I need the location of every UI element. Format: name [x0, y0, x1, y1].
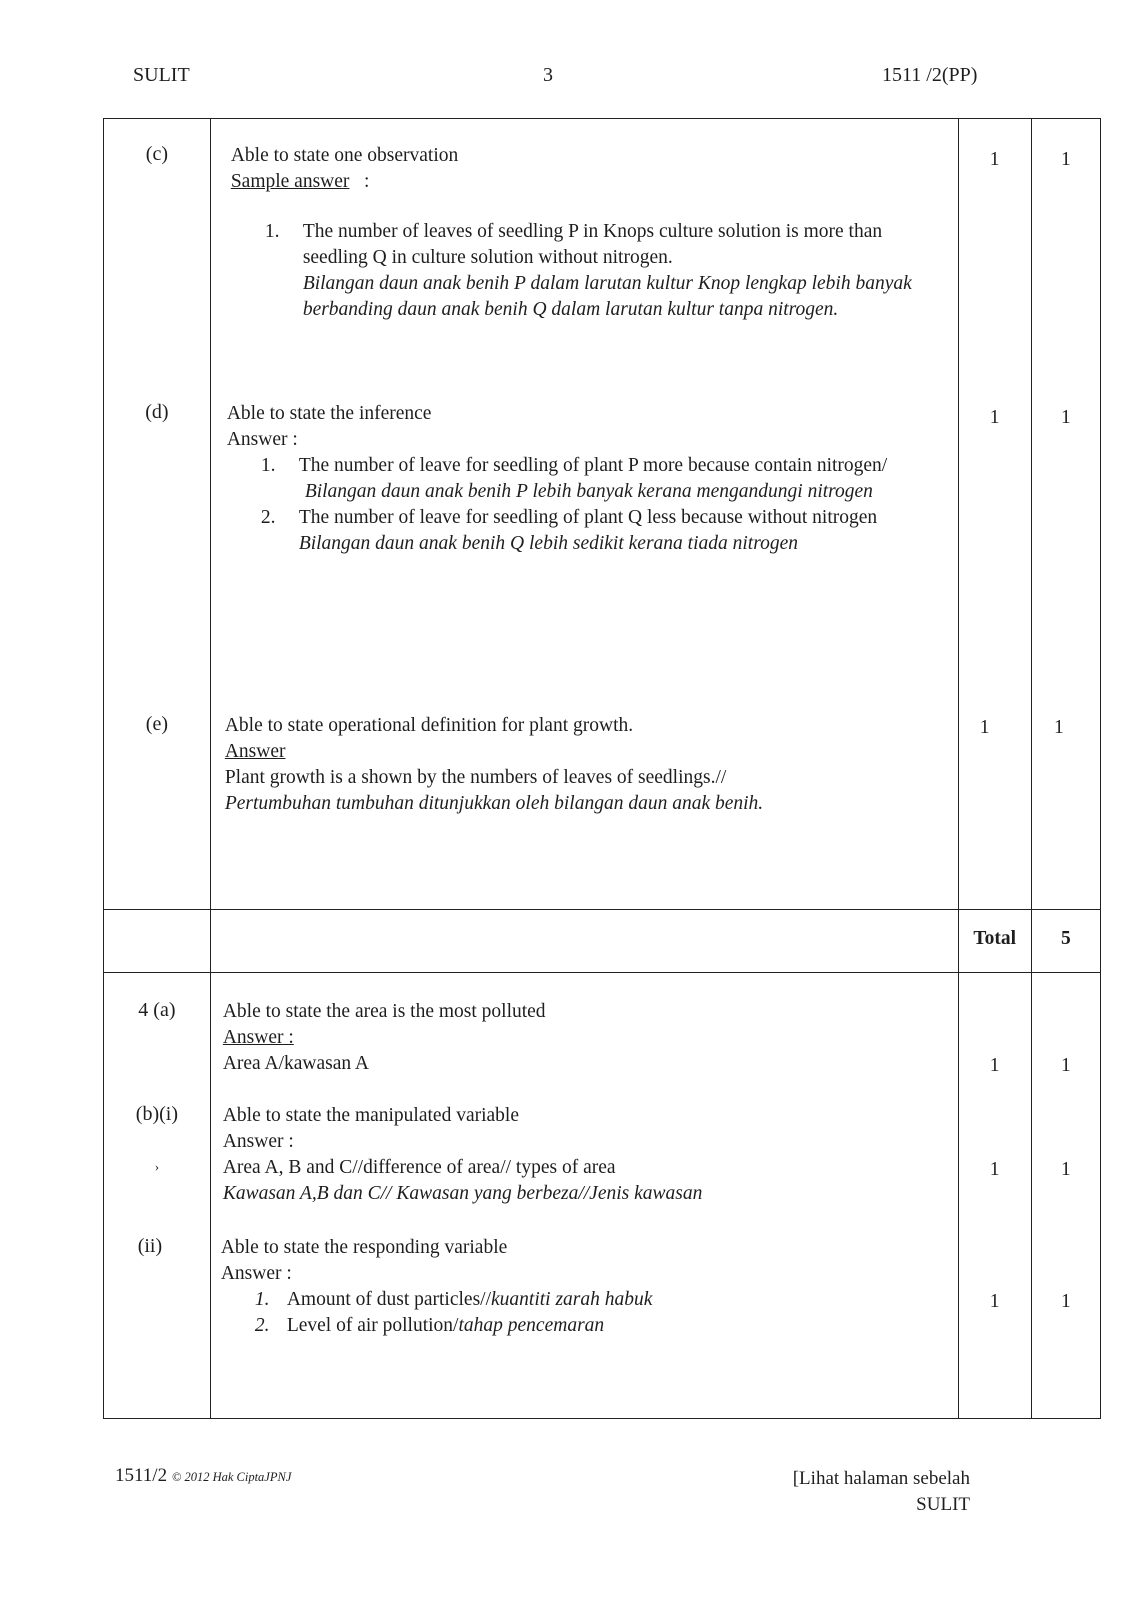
answer-malay: Bilangan daun anak benih Q lebih sedikit kerana tiada nitrogen [298, 533, 798, 554]
question-3-row [104, 119, 1101, 910]
item-number: 2. [260, 507, 276, 528]
answer-malay: kuantiti zarah habuk [491, 1289, 653, 1310]
footer-right [755, 1466, 970, 1518]
question-label-cell [104, 973, 211, 1419]
answer-english: Amount of dust particles// [286, 1289, 491, 1310]
question-4-row [104, 973, 1101, 1419]
sample-answer-colon: : [364, 171, 370, 192]
marking-scheme-table [103, 118, 1101, 1419]
list-item [265, 219, 948, 323]
answer-english: The number of leaves of seedling P in Knops culture solution is more than seedling Q in culture solution without nitrogen. [302, 221, 883, 268]
total-4bi: 1 [1061, 1159, 1071, 1180]
list-item [261, 453, 944, 505]
total-row [104, 910, 1101, 973]
answer-cell [210, 119, 958, 910]
list-item [261, 505, 944, 557]
label-4bii: (ii) [137, 1235, 163, 1257]
footer-classification: SULIT [916, 1494, 970, 1515]
mark-cell [958, 973, 1031, 1419]
header-page-number: 3 [543, 64, 553, 86]
footer-paper-code: 1511/2 [115, 1465, 168, 1486]
empty-cell [210, 910, 958, 973]
sample-answer-heading [231, 169, 958, 195]
mark-3e: 1 [979, 717, 990, 738]
list-item [255, 1287, 958, 1313]
mark-3c: 1 [989, 149, 1000, 170]
mark-3d: 1 [989, 407, 1000, 428]
total-value: 5 [1061, 928, 1071, 949]
answer-4a: Area A/kawasan A [222, 1053, 370, 1074]
total-3d: 1 [1061, 407, 1071, 428]
answer-english: The number of leave for seedling of plant Q less because without nitrogen [298, 507, 878, 528]
section-4bii [221, 1235, 958, 1339]
criterion-4bii: Able to state the responding variable [220, 1237, 508, 1258]
label-3c: (c) [145, 143, 168, 165]
mark-4bi: 1 [989, 1159, 1000, 1180]
stray-mark: › [154, 1159, 160, 1174]
total-label-cell [958, 910, 1031, 973]
label-3d: (d) [145, 401, 169, 423]
total-label: Total [973, 928, 1016, 949]
answer-label-4a: Answer : [222, 1027, 294, 1048]
item-number: 1. [260, 455, 276, 476]
total-mark-cell [1031, 973, 1100, 1419]
total-4a: 1 [1061, 1055, 1071, 1076]
label-4bi: (b)(i) [135, 1103, 178, 1125]
answer-malay: Bilangan daun anak benih P lebih banyak kerana mengandungi nitrogen [304, 481, 873, 502]
answer-english: The number of leave for seedling of plant P more because contain nitrogen/ [298, 455, 888, 476]
label-4a: 4 (a) [138, 999, 176, 1021]
answer-label-3e: Answer [224, 741, 286, 762]
answer-cell [210, 973, 958, 1419]
item-number: 1. [264, 221, 280, 242]
item-number: 1. [254, 1289, 270, 1310]
criterion-3c: Able to state one observation [230, 145, 459, 166]
list-item [255, 1313, 958, 1339]
answer-malay: Kawasan A,B dan C// Kawasan yang berbeza//Jenis kawasan [222, 1183, 703, 1204]
empty-cell [104, 910, 211, 973]
sample-answer-label: Sample answer [230, 171, 350, 192]
section-3c [231, 143, 958, 323]
mark-4a: 1 [989, 1055, 1000, 1076]
answer-list-3c [231, 219, 958, 323]
answer-list-4bii [221, 1287, 958, 1339]
criterion-3d: Able to state the inference [226, 403, 432, 424]
item-number: 2. [254, 1315, 270, 1336]
mark-4bii: 1 [989, 1291, 1000, 1312]
total-3c: 1 [1061, 149, 1071, 170]
footer-code [115, 1465, 291, 1487]
total-3e: 1 [1054, 717, 1064, 738]
answer-label-4bii: Answer : [220, 1263, 292, 1284]
section-3d [227, 401, 958, 557]
answer-english: Area A, B and C//difference of area// types of area [222, 1157, 616, 1178]
answer-english: Level of air pollution/ [286, 1315, 459, 1336]
label-3e: (e) [145, 713, 168, 735]
header-paper-code: 1511 /2(PP) [882, 64, 978, 86]
answer-malay: Bilangan daun anak benih P dalam larutan kultur Knop lengkap lebih banyak berbanding daun anak benih Q dalam larutan kultur tanpa nitrogen. [302, 273, 912, 320]
answer-english: Plant growth is a shown by the numbers of leaves of seedlings.// [224, 767, 727, 788]
section-4a [223, 999, 958, 1077]
next-page-note: [Lihat halaman sebelah [792, 1468, 970, 1489]
section-3e [225, 713, 958, 817]
answer-label-3d: Answer : [226, 429, 298, 450]
section-4bi [223, 1103, 958, 1207]
footer-copyright: © 2012 Hak CiptaJPNJ [171, 1470, 292, 1484]
mark-cell [958, 119, 1031, 910]
total-mark-cell [1031, 119, 1100, 910]
header-classification: SULIT [133, 64, 190, 86]
answer-malay: Pertumbuhan tumbuhan ditunjukkan oleh bilangan daun anak benih. [224, 793, 764, 814]
total-value-cell [1031, 910, 1100, 973]
answer-list-3d [227, 453, 944, 557]
answer-malay: tahap pencemaran [458, 1315, 605, 1336]
answer-label-4bi: Answer : [222, 1131, 294, 1152]
criterion-4bi: Able to state the manipulated variable [222, 1105, 519, 1126]
total-4bii: 1 [1061, 1291, 1071, 1312]
criterion-4a: Able to state the area is the most polluted [222, 1001, 546, 1022]
criterion-3e: Able to state operational definition for plant growth. [224, 715, 634, 736]
question-label-cell [104, 119, 211, 910]
